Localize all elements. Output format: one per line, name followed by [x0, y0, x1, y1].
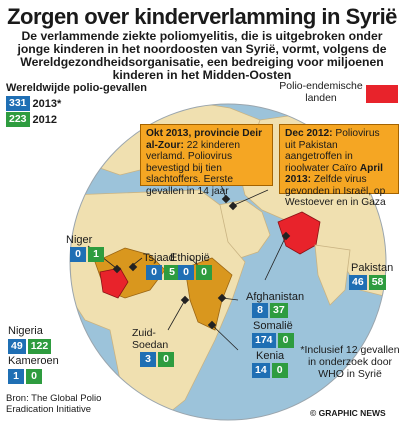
callout-middle-east [279, 124, 399, 208]
legend-heading: Wereldwijde polio-gevallen [6, 82, 147, 94]
country-ethiopie-name: Ethiopië [170, 252, 210, 264]
country-somalie-name: Somalië [253, 320, 293, 332]
niger-2012: 1 [88, 247, 104, 262]
niger-2013: 0 [70, 247, 86, 262]
page-title: Zorgen over kinderverlamming in Syrië [7, 4, 397, 29]
kenia-2012: 0 [272, 363, 288, 378]
callout-syria-text: 22 kinderen verlamd. Poliovirus bevestigd bij tien slachtoffers. Eerste gevallen in 14 jaar [146, 139, 241, 197]
legend-2012-label: 2012 [32, 113, 58, 126]
country-pakistan-values [349, 275, 386, 290]
country-zuid-soedan-values [140, 352, 174, 367]
legend-2013-value: 331 [6, 96, 30, 111]
country-kenia-name: Kenia [256, 350, 285, 362]
country-nigeria-name: Nigeria [8, 325, 43, 337]
credit: © GRAPHIC NEWS [310, 408, 386, 418]
zuid-soedan-2012: 0 [158, 352, 174, 367]
kameroen-2012: 0 [26, 369, 42, 384]
callout-me-lead-2: April 2013: [285, 162, 383, 185]
country-afghanistan-values [252, 303, 288, 318]
legend-2013 [6, 96, 61, 111]
kameroen-2013: 1 [8, 369, 24, 384]
somalie-2013: 174 [252, 333, 276, 348]
ethiopie-2012: 0 [196, 265, 212, 280]
legend-2012-value: 223 [6, 112, 30, 127]
legend-2013-label: 2013* [32, 97, 62, 110]
callout-syria [140, 124, 273, 197]
callout-me-lead-1: Dec 2012: [285, 128, 333, 139]
country-somalie-values [252, 333, 294, 348]
country-kameroen-name: Kameroen [8, 355, 59, 367]
country-tsjaad-values [146, 265, 180, 280]
legend-2012 [6, 112, 57, 127]
tsjaad-2013: 0 [146, 265, 162, 280]
country-kameroen-values [8, 369, 42, 384]
callout-me-text-2: Zelfde virus gevonden in Israël, op Westoever en in Gaza [285, 174, 386, 208]
source-note: Bron: The Global Polio Eradication Initiative [6, 393, 102, 415]
zuid-soedan-2013: 3 [140, 352, 156, 367]
somalie-2012: 0 [278, 333, 294, 348]
pakistan-2012: 58 [369, 275, 387, 290]
callout-syria-lead: Okt 2013, provincie Deir al-Zour: [146, 128, 263, 151]
country-niger-name: Niger [66, 234, 93, 246]
page-subtitle: De verlammende ziekte poliomyelitis, die is uitgebroken onder jonge kinderen in het noordoosten van Syrië, vormt, volgens de Wereldgezondheidsorganisatie, een bedreiging voor miljoenen kinderen in het Midden-Oosten [17, 29, 387, 82]
country-zuid-soedan-name: Zuid-Soedan [132, 327, 169, 351]
country-niger-values [70, 247, 104, 262]
tsjaad-2012: 5 [164, 265, 180, 280]
nigeria-2012: 122 [28, 339, 52, 354]
endemic-legend-swatch [366, 85, 398, 103]
country-kenia-values [252, 363, 288, 378]
afghanistan-2013: 8 [252, 303, 268, 318]
country-nigeria-values [8, 339, 51, 354]
nigeria-2013: 49 [8, 339, 26, 354]
afghanistan-2012: 37 [270, 303, 288, 318]
ethiopie-2013: 0 [178, 265, 194, 280]
pakistan-2013: 46 [349, 275, 367, 290]
country-pakistan-name: Pakistan [351, 262, 394, 274]
country-tsjaad-name: Tsjaad [143, 252, 175, 264]
footnote: *Inclusief 12 gevallen in onderzoek door WHO in Syrië [300, 344, 400, 380]
endemic-legend-label: Polio-endemische landen [279, 80, 363, 104]
country-afghanistan-name: Afghanistan [246, 291, 305, 303]
kenia-2013: 14 [252, 363, 270, 378]
country-ethiopie-values [178, 265, 212, 280]
callout-me-text-1: Poliovirus uit Pakistan aangetroffen in rioolwater Caïro [285, 128, 380, 174]
